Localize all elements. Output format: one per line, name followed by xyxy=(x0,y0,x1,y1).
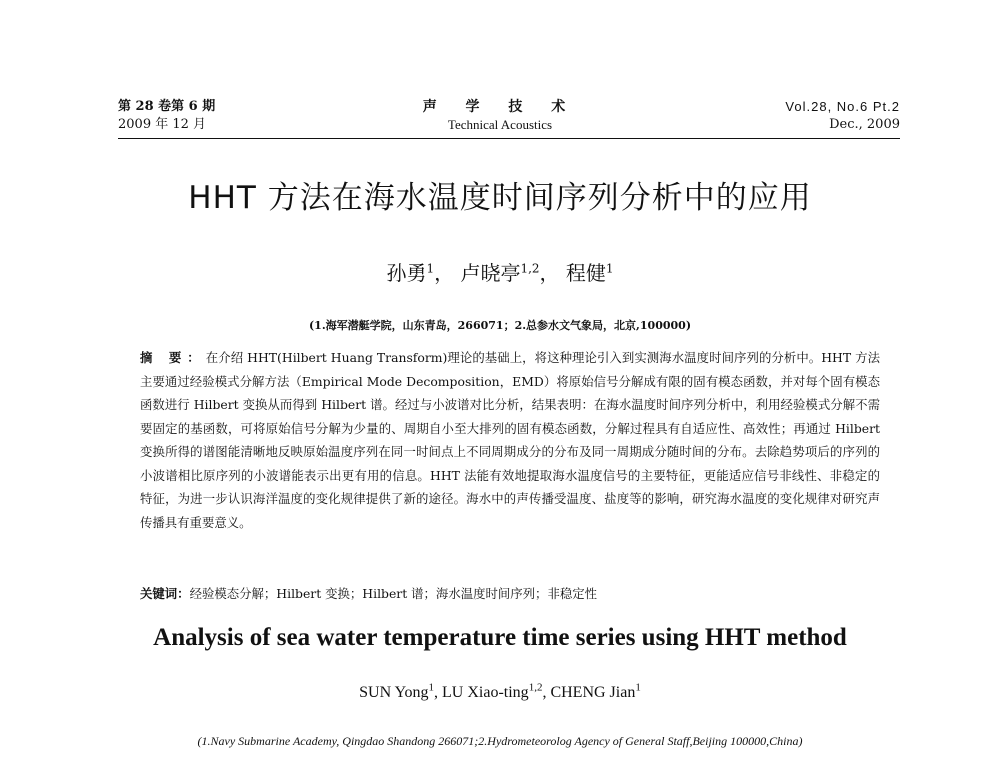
keywords-cn xyxy=(140,582,880,605)
abstract-text: 在介绍 HHT(Hilbert Huang Transform)理论的基础上，将这种理论引入到实测海水温度时间序列的分析中。HHT 方法主要通过经验模式分解方法（Empirical Mode Decomposition，EMD）将原始信号分解成有限的固有模态函数，并对每个固有模态函数进行 Hilbert 变换从而得到 Hilbert 谱。经过与小波谱对比分析，结果表明：在海水温度时间序列分析中，利用经验模式分解不需要固定的基函数，可将原始信号分解为少量的、周期自小至大排列的固有模态函数，分解过程具有自适应性、高效性；再通过 Hilbert 变换所得的谱图能清晰地反映原始温度序列在同一时间点上不同周期成分的分布及同一周期成分随时间的分布。去除趋势项后的序列的小波谱相比原序列的小波谱能表示出更有用的信息。HHT 法能有效地提取海水温度信号的主要特征，更能适应信号非线性、非稳定的特征，为进一步认识海洋温度的变化规律提供了新的途径。海水中的声传播受温度、盐度等的影响，研究海水温度的变化规律对研究声传播具有重要意义。 xyxy=(140,350,880,530)
author-sep: , xyxy=(542,684,551,702)
author-cn xyxy=(566,261,614,285)
author-name: 卢晓亭 xyxy=(460,261,521,285)
header-volume-info xyxy=(785,98,900,134)
author-sep: ， xyxy=(434,261,455,285)
author-sep: ， xyxy=(539,261,560,285)
author-affil-sup: 1 xyxy=(426,261,435,276)
keywords-text: 经验模态分解；Hilbert 变换；Hilbert 谱；海水温度时间序列；非稳定性 xyxy=(189,586,598,601)
header-rule xyxy=(118,138,900,139)
author-affil-sup: 1 xyxy=(605,261,614,276)
author-affil-sup: 1,2 xyxy=(520,261,540,276)
keywords-label: 关键词： xyxy=(140,586,190,601)
abstract-label: 摘 要： xyxy=(140,350,206,365)
author-en xyxy=(359,684,442,701)
author-cn xyxy=(460,261,559,285)
author-name: LU Xiao-ting xyxy=(442,684,529,702)
authors-en xyxy=(0,682,1000,702)
affiliation-cn: (1.海军潜艇学院，山东青岛，266071；2.总参水文气象局，北京,100000) xyxy=(308,319,692,332)
author-en xyxy=(550,684,640,701)
author-name: 程健 xyxy=(565,261,606,285)
author-name: SUN Yong xyxy=(359,684,429,702)
abstract-cn xyxy=(140,346,880,534)
author-en xyxy=(442,684,550,701)
volume-issue-cn: 第 28 卷第 6 期 xyxy=(118,99,216,114)
affiliation-en: (1.Navy Submarine Academy, Qingdao Shandong 266071;2.Hydrometeorolog Agency of General Staff,Beijing 100000,China) xyxy=(197,734,803,748)
journal-name-en: Technical Acoustics xyxy=(447,117,553,132)
date-en: Dec., 2009 xyxy=(829,117,900,132)
paper-title-cn: HHT 方法在海水温度时间序列分析中的应用 xyxy=(188,180,812,216)
author-name: 孙勇 xyxy=(386,261,427,285)
date-cn: 2009 年 12 月 xyxy=(118,117,207,132)
author-cn xyxy=(386,261,454,285)
author-affil-sup: 1 xyxy=(635,682,641,694)
author-affil-sup: 1 xyxy=(428,682,435,694)
author-affil-sup: 1,2 xyxy=(528,682,543,694)
volume-en: Vol.28, No.6 Pt.2 xyxy=(785,99,900,114)
author-sep: , xyxy=(434,684,443,702)
authors-cn xyxy=(0,257,1000,286)
journal-name-cn: 声 学 技 术 xyxy=(422,99,578,115)
paper-title-en: Analysis of sea water temperature time series using HHT method xyxy=(153,624,847,651)
author-name: CHENG Jian xyxy=(550,684,636,702)
